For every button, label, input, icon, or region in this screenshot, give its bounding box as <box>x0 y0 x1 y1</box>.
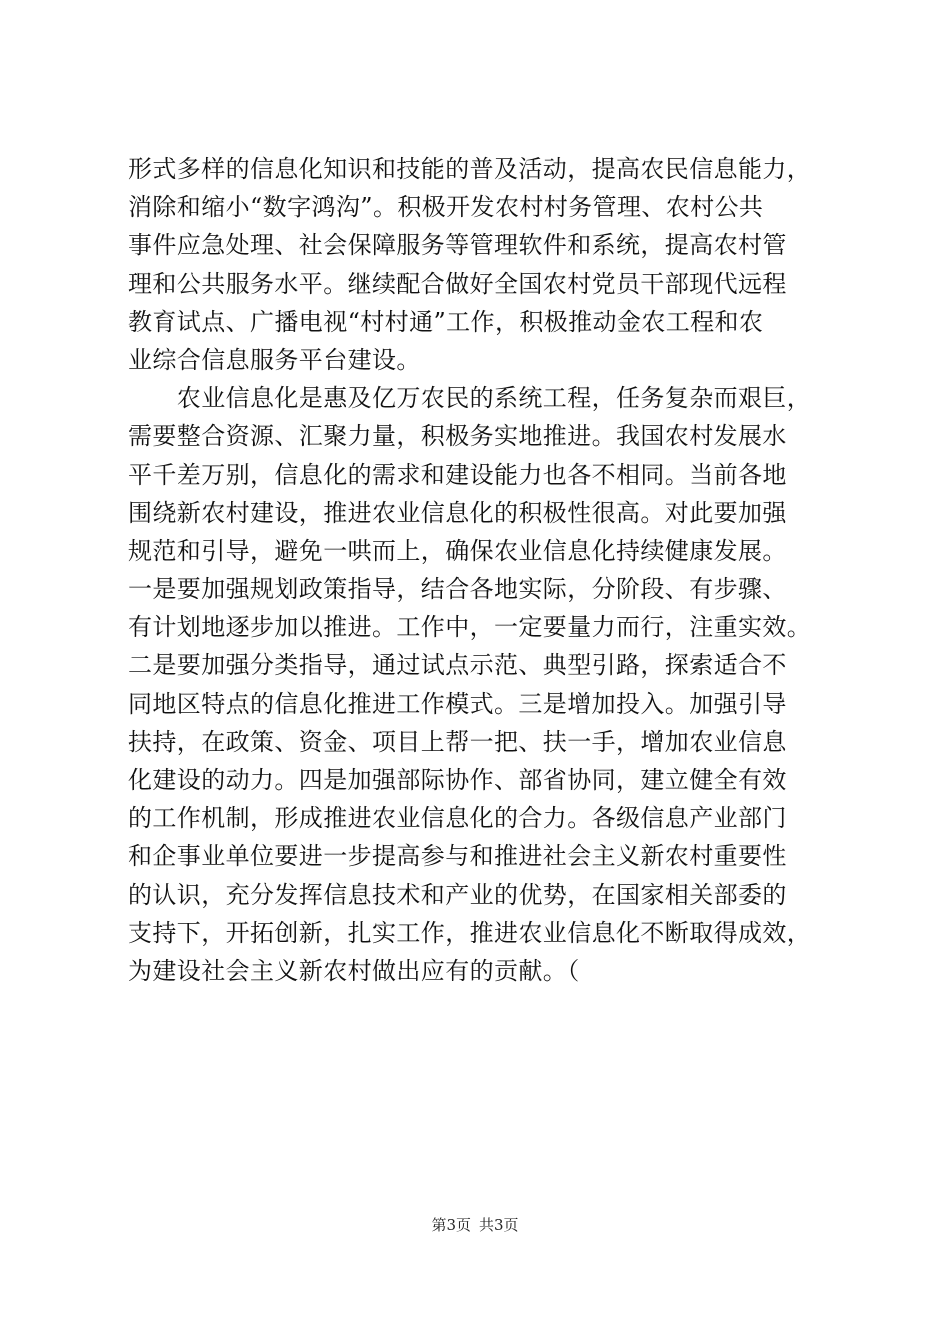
text-line: 形式多样的信息化知识和技能的普及活动，提高农民信息能力， <box>128 155 812 183</box>
text-line: 支持下，开拓创新，扎实工作，推进农业信息化不断取得成效， <box>128 918 812 947</box>
page-footer <box>0 1214 950 1235</box>
page-number: 第3页 <box>431 1216 471 1234</box>
body-text <box>128 150 828 990</box>
text-line: 同地区特点的信息化推进工作模式。三是增加投入。加强引导 <box>128 689 787 718</box>
text-line: 围绕新农村建设，推进农业信息化的积极性很高。对此要加强 <box>128 498 787 527</box>
text-line: 有计划地逐步加以推进。工作中，一定要量力而行，注重实效。 <box>128 613 812 642</box>
text-line: 的认识，充分发挥信息技术和产业的优势，在国家相关部委的 <box>128 880 787 909</box>
text-line: 事件应急处理、社会保障服务等管理软件和系统，提高农村管 <box>128 231 787 260</box>
text-line: 需要整合资源、汇聚力量，积极务实地推进。我国农村发展水 <box>128 422 787 451</box>
page-total: 共3页 <box>479 1216 519 1234</box>
text-line: 化建设的动力。四是加强部际协作、部省协同，建立健全有效 <box>128 766 787 794</box>
text-line: 扶持，在政策、资金、项目上帮一把、扶一手，增加农业信息 <box>128 727 787 756</box>
text-line: 和企事业单位要进一步提高参与和推进社会主义新农村重要性 <box>128 842 787 871</box>
text-line: 农业信息化是惠及亿万农民的系统工程，任务复杂而艰巨， <box>128 384 812 413</box>
text-line: 规范和引导，避免一哄而上，确保农业信息化持续健康发展。 <box>128 536 787 565</box>
text-line: 理和公共服务水平。继续配合做好全国农村党员干部现代远程 <box>128 269 787 298</box>
text-line: 业综合信息服务平台建设。 <box>128 345 421 374</box>
text-line: 平千差万别，信息化的需求和建设能力也各不相同。当前各地 <box>128 460 787 489</box>
text-line: 二是要加强分类指导，通过试点示范、典型引路，探索适合不 <box>128 651 787 680</box>
text-line: 教育试点、广播电视“村村通”工作，积极推动金农工程和农 <box>128 307 764 336</box>
text-line: 为建设社会主义新农村做出应有的贡献。（ <box>128 956 580 985</box>
text-line: 消除和缩小“数字鸿沟”。积极开发农村村务管理、农村公共 <box>128 193 764 222</box>
text-line: 一是要加强规划政策指导，结合各地实际，分阶段、有步骤、 <box>128 575 787 604</box>
text-line: 的工作机制，形成推进农业信息化的合力。各级信息产业部门 <box>128 804 787 833</box>
